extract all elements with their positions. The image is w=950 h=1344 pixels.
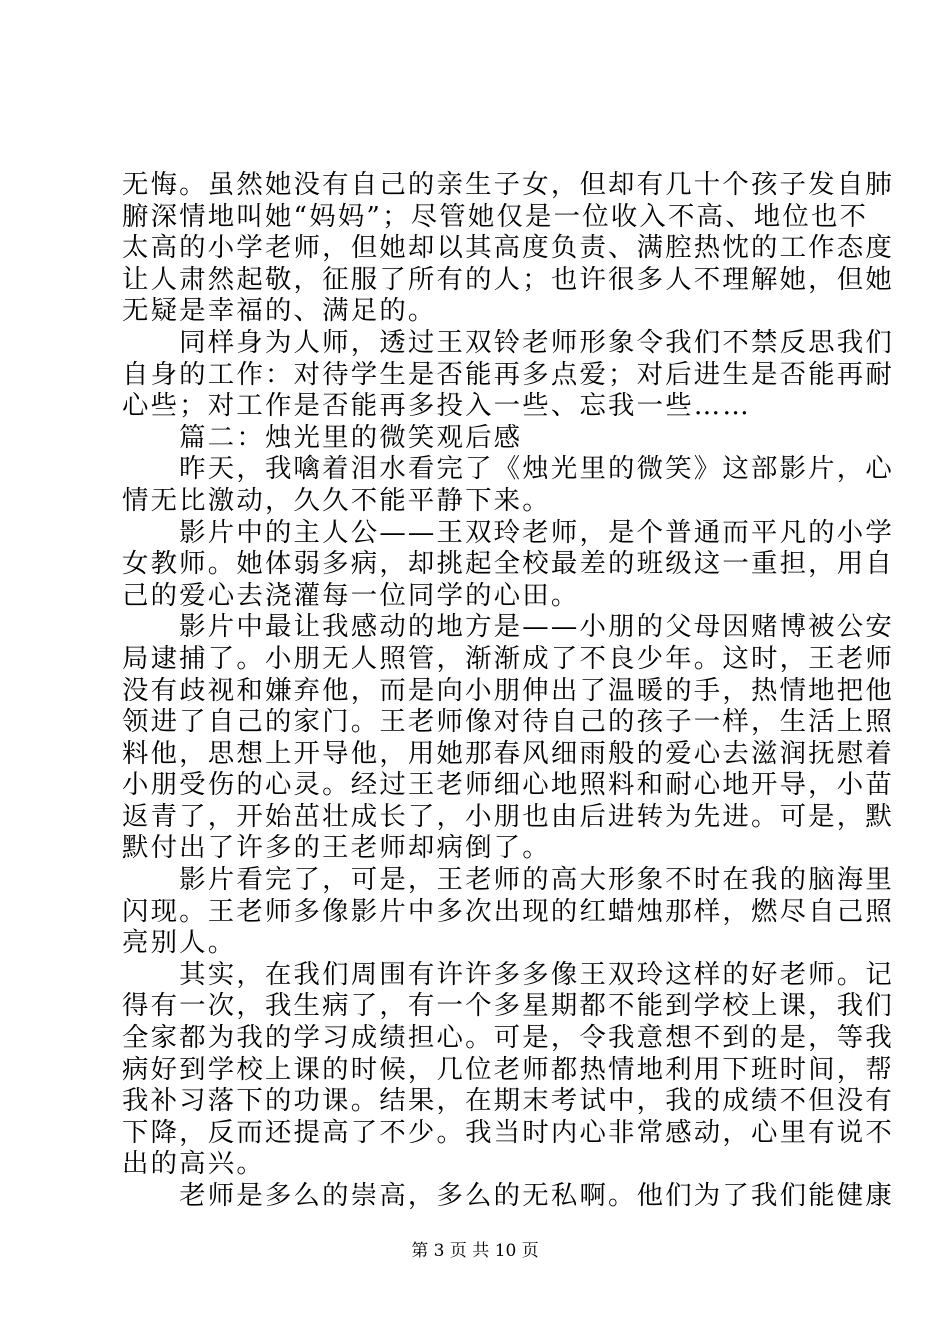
text-line: 领进了自己的家门。王老师像对待自己的孩子一样，生活上照 [122, 706, 894, 738]
text-line: 小朋受伤的心灵。经过王老师细心地照料和耐心地开导，小苗 [122, 769, 894, 801]
text-line: 闪现。王老师多像影片中多次出现的红蜡烛那样，燃尽自己照 [122, 895, 894, 927]
text-line: 默付出了许多的王老师却病倒了。 [122, 832, 551, 864]
text-line: 料他，思想上开导他，用她那春风细雨般的爱心去滋润抚慰着 [122, 737, 894, 769]
text-line: 其实，在我们周围有许许多多像王双玲这样的好老师。记 [122, 958, 894, 990]
text-line: 局逮捕了。小朋无人照管，渐渐成了不良少年。这时，王老师 [122, 642, 894, 674]
text-line: 同样身为人师，透过王双铃老师形象令我们不禁反思我们 [122, 326, 894, 358]
text-line: 己的爱心去浇灌每一位同学的心田。 [122, 579, 580, 611]
text-line: 心些；对工作是否能再多投入一些、忘我一些…… [122, 390, 751, 422]
text-line: 老师是多么的崇高，多么的无私啊。他们为了我们能健康 [122, 1180, 894, 1211]
text-line: 没有歧视和嫌弃他，而是向小朋伸出了温暖的手，热情地把他 [122, 674, 894, 706]
text-line: 我补习落下的功课。结果，在期末考试中，我的成绩不但没有 [122, 1085, 894, 1117]
text-line: 下降，反而还提高了不少。我当时内心非常感动，心里有说不 [122, 1116, 894, 1148]
text-line: 腑深情地叫她“妈妈”；尽管她仅是一位收入不高、地位也不 [122, 200, 869, 232]
text-line: 影片中的主人公——王双玲老师，是个普通而平凡的小学 [122, 516, 894, 548]
page-footer [0, 1240, 950, 1262]
text-line: 太高的小学老师，但她却以其高度负责、满腔热忱的工作态度 [122, 232, 894, 264]
text-line: 女教师。她体弱多病，却挑起全校最差的班级这一重担，用自 [122, 548, 894, 580]
text-line: 无悔。虽然她没有自己的亲生子女，但却有几十个孩子发自肺 [122, 169, 894, 200]
section-heading: 篇二：烛光里的微笑观后感 [122, 421, 523, 453]
text-line: 影片中最让我感动的地方是——小朋的父母因赌博被公安 [122, 611, 894, 643]
text-line: 自身的工作：对待学生是否能再多点爱；对后进生是否能再耐 [122, 358, 894, 390]
text-line: 让人肃然起敬，征服了所有的人；也许很多人不理解她，但她 [122, 263, 894, 295]
text-line: 出的高兴。 [122, 1148, 265, 1180]
text-line: 全家都为我的学习成绩担心。可是，令我意想不到的是，等我 [122, 1022, 894, 1054]
text-line: 影片看完了，可是，王老师的高大形象不时在我的脑海里 [122, 864, 894, 896]
text-line: 无疑是幸福的、满足的。 [122, 295, 437, 327]
text-line: 情无比激动，久久不能平静下来。 [122, 484, 551, 516]
text-line: 病好到学校上课的时候，几位老师都热情地利用下班时间，帮 [122, 1053, 894, 1085]
text-line: 得有一次，我生病了，有一个多星期都不能到学校上课，我们 [122, 990, 894, 1022]
text-line: 昨天，我噙着泪水看完了《烛光里的微笑》这部影片，心 [122, 453, 894, 485]
page-number-label: 第 3 页 共 10 页 [411, 1241, 539, 1261]
text-line: 返青了，开始茁壮成长了，小朋也由后进转为先进。可是，默 [122, 800, 894, 832]
text-line: 亮别人。 [122, 927, 237, 959]
document-body [122, 169, 894, 1212]
